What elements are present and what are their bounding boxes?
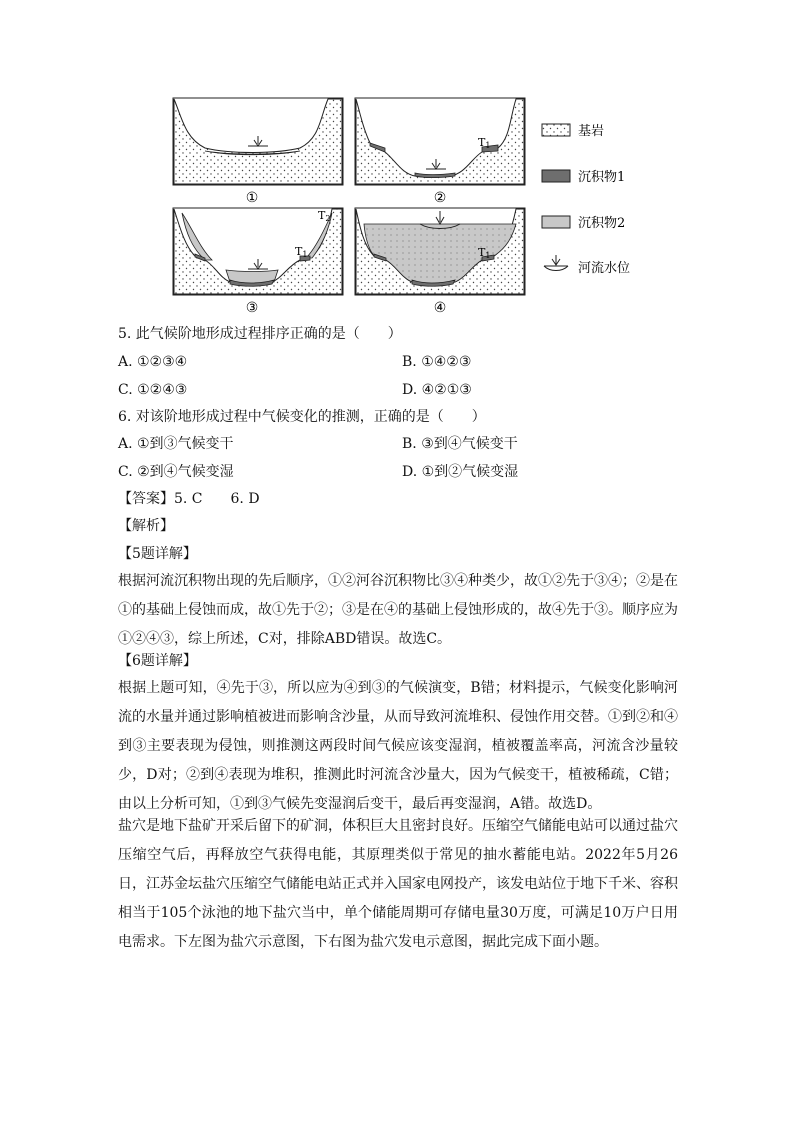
panel-4-caption: ④ bbox=[433, 300, 447, 316]
q5-stem: 5. 此气候阶地形成过程排序正确的是（ ） bbox=[118, 326, 402, 342]
q6-option-b: B. ③到④气候变干 bbox=[402, 436, 518, 452]
legend-swatch-sed2 bbox=[542, 216, 570, 228]
legend bbox=[542, 123, 630, 276]
d6-text: 根据上题可知，④先于③，所以应为④到③的气候演变，B错；材料提示，气候变化影响河流的水量并通过影响植被进而影响含沙量，从而导致河流堆积、侵蚀作用交替。①到②和④到③主要表现为侵蚀，则推测这两段时间气候应该变湿润，植被覆盖率高，河流含沙量较少，D对；②到④表现为堆积，推测此时河流含沙量大，因为气候变干，植被稀疏，C错；由以上分析可知，①到③气候先变湿润后变干，最后再变湿润，A错。故选D。 bbox=[118, 680, 678, 812]
q6-stem: 6. 对该阶地形成过程中气候变化的推测，正确的是（ ） bbox=[118, 409, 486, 425]
panel-3-caption: ③ bbox=[245, 300, 259, 316]
q6-option-a: A. ①到③气候变干 bbox=[118, 436, 234, 452]
panel-1-caption: ① bbox=[245, 190, 259, 206]
legend-swatch-sed1 bbox=[542, 170, 570, 182]
d5-title: 【5题详解】 bbox=[118, 546, 197, 562]
panel-1 bbox=[173, 98, 343, 185]
panel-2 bbox=[355, 98, 525, 185]
t2-label-p3: T2 bbox=[318, 209, 331, 223]
q5-option-c: C. ①②④③ bbox=[118, 382, 188, 398]
answer-line: 【答案】5. C 6. D bbox=[118, 491, 260, 507]
material-text: 盐穴是地下盐矿开采后留下的矿洞，体积巨大且密封良好。压缩空气储能电站可以通过盐穴压缩空气后，再释放空气获得电能，其原理类似于常见的抽水蓄能电站。2022年5月26日，江苏金坛盐穴压缩空气储能电站正式并入国家电网投产，该发电站位于地下千米、容积相当于105个泳池的地下盐穴当中，单个储能周期可存储电量30万度，可满足10万户日用电需求。下左图为盐穴示意图，下右图为盐穴发电示意图，据此完成下面小题。 bbox=[118, 818, 678, 950]
q6-option-c: C. ②到④气候变湿 bbox=[118, 464, 234, 480]
panel-4 bbox=[355, 208, 525, 295]
t1-label-p4: T1 bbox=[478, 246, 491, 260]
panel-3 bbox=[173, 208, 343, 295]
t1-label-p3: T1 bbox=[295, 245, 308, 259]
q5-option-b: B. ①④②③ bbox=[402, 354, 472, 370]
legend-bedrock: 基岩 bbox=[578, 124, 605, 139]
legend-water: 河流水位 bbox=[578, 261, 631, 276]
q5-option-d: D. ④②①③ bbox=[402, 382, 472, 398]
q6-option-d: D. ①到②气候变湿 bbox=[402, 464, 519, 480]
q5-option-a: A. ①②③④ bbox=[118, 354, 188, 370]
river-terrace-figure bbox=[160, 88, 650, 318]
legend-sed2: 沉积物2 bbox=[578, 216, 626, 231]
d5-text: 根据河流沉积物出现的先后顺序，①②河谷沉积物比③④种类少，故①②先于③④；②是在①的基础上侵蚀而成，故①先于②；③是在④的基础上侵蚀形成的，故④先于③。顺序应为①②④③，综上所述，C对，排除ABD错误。故选C。 bbox=[118, 573, 678, 647]
panel-2-caption: ② bbox=[433, 190, 447, 206]
d6-title: 【6题详解】 bbox=[118, 653, 197, 669]
legend-swatch-bedrock bbox=[542, 124, 570, 136]
legend-swatch-water bbox=[544, 266, 568, 271]
analysis-header: 【解析】 bbox=[118, 518, 174, 534]
t1-label-p2: T1 bbox=[478, 136, 491, 150]
legend-sed1: 沉积物1 bbox=[578, 170, 626, 185]
